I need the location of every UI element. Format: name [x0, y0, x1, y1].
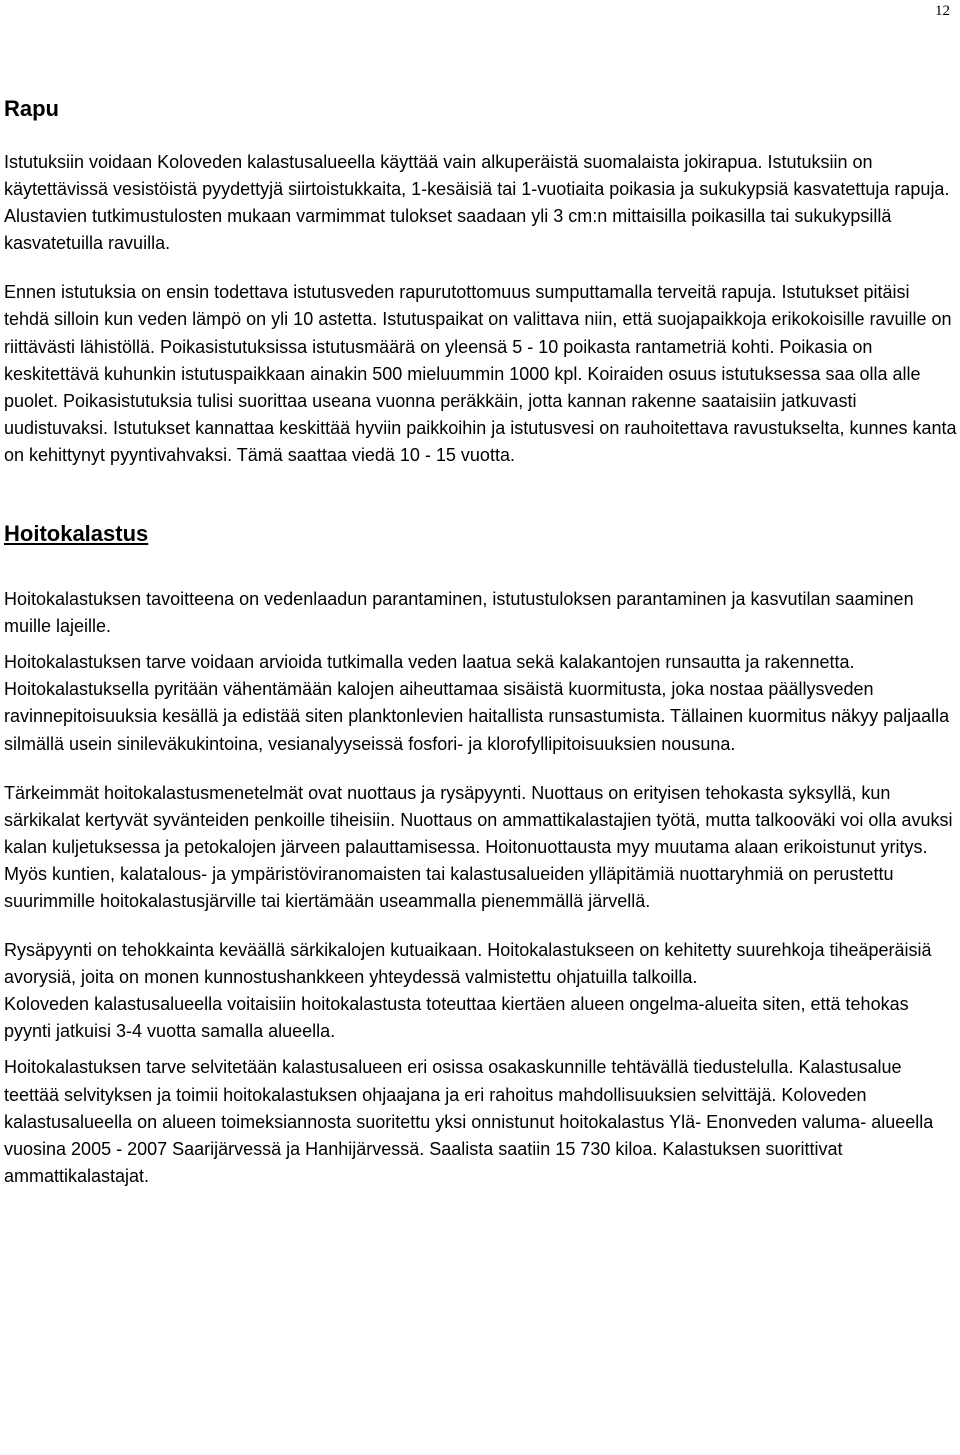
- hoitokalastus-paragraph-5: Koloveden kalastusalueella voitaisiin hoitokalastusta toteuttaa kiertäen alueen ongelma-alueita siten, että tehokas pyynti jatkuisi 3-4 vuotta samalla alueella.: [4, 994, 909, 1042]
- hoitokalastus-paragraph-1: Hoitokalastuksen tavoitteena on vedenlaadun parantaminen, istutustuloksen parantaminen ja kasvutilan saaminen muille lajeille.: [4, 589, 914, 637]
- section-title-hoitokalastus: Hoitokalastus: [4, 521, 149, 547]
- hoitokalastus-paragraph-4: Rysäpyynti on tehokkainta keväällä särkikalojen kutuaikaan. Hoitokalastukseen on kehitetty suurehkoja tiheäperäisiä avorysiä, joita on monen kunnostushankkeen yhteydessä valmistettu ohjatuilla talkoilla.: [4, 940, 932, 988]
- hoitokalastus-paragraph-3: Tärkeimmät hoitokalastusmenetelmät ovat nuottaus ja rysäpyynti. Nuottaus on erityisen tehokasta syksyllä, kun särkikalat kertyvät syvänteiden penkoille tiheisiin. Nuottaus on ammattikalastajien työtä, mutta talkooväki voi olla avuksi kalan kuljetuksessa ja petokalojen järveen palauttamisessa. Hoitonuottausta myy muutama alaan erikoistunut yritys. Myös kuntien, kalatalous- ja ympäristöviranomaisten tai kalastusalueiden ylläpitämiä nuottaryhmiä on perustettu suurimmille hoitokalastusjärville tai kiertämään useammalla pienemmällä järvellä.: [4, 782, 953, 911]
- hoitokalastus-paragraph-2: Hoitokalastuksen tarve voidaan arvioida tutkimalla veden laatua sekä kalakantojen runsautta ja rakennetta. Hoitokalastuksella pyritään vähentämään kalojen aiheuttamaa sisäistä kuormitusta, joka nostaa päällysveden ravinnepitoisuuksia kesällä ja edistää siten planktonlevien haitallista runsastumista. Tällainen kuormitus näkyy paljaalla silmällä usein sinileväkukintoina, vesianalyyseissä fosfori- ja klorofyllipitoisuuksien nousuna.: [4, 652, 950, 754]
- section-title-rapu: Rapu: [4, 96, 59, 121]
- hoitokalastus-paragraph-6: Hoitokalastuksen tarve selvitetään kalastusalueen eri osissa osakaskunnille tehtävällä tiedustelulla. Kalastusalue teettää selvityksen ja toimii hoitokalastuksen ohjaajana ja eri rahoitus mahdollisuuksien selvittäjä. Koloveden kalastusalueella on alueen toimeksiannosta suoritettu yksi onnistunut hoitokalastus Ylä- Enonveden valuma- alueella vuosina 2005 - 2007 Saarijärvessä ja Hanhijärvessä. Saalista saatiin 15 730 kiloa. Kalastuksen suorittivat ammattikalastajat.: [4, 1057, 934, 1186]
- rapu-paragraph-2: Ennen istutuksia on ensin todettava istutusveden rapurutottomuus sumputtamalla terveitä rapuja. Istutukset pitäisi tehdä silloin kun veden lämpö on yli 10 astetta. Istutuspaikat on valittava niin, että suojapaikkoja erikokoisille ravuille on riittävästi lähistöllä. Poikasistutuksissa istutusmäärä on yleensä 5 - 10 poikasta rantametriä kohti. Poikasia on keskitettävä kuhunkin istutuspaikkaan ainakin 500 mieluummin 1000 kpl. Koiraiden osuus istutuksessa saa olla alle puolet. Poikasistutuksia tulisi suorittaa useana vuonna peräkkäin, jotta kannan rakenne saataisiin jatkuvasti uudistuvaksi. Istutukset kannattaa keskittää hyviin paikkoihin ja istutusvesi on rauhoitettava ravustukselta, kunnes kanta on kehittynyt pyyntivahvaksi. Tämä saattaa viedä 10 - 15 vuotta.: [4, 282, 957, 465]
- section-hoitokalastus: [4, 519, 958, 1190]
- page-number: 12: [935, 3, 950, 19]
- document-body: [4, 94, 958, 1190]
- rapu-paragraph-1: Istutuksiin voidaan Koloveden kalastusalueella käyttää vain alkuperäistä suomalaista jokirapua. Istutuksiin on käytettävissä vesistöistä pyydettyjä siirtoistukkaita, 1-kesäisiä tai 1-vuotiaita poikasia ja sukukypsiä kasvatettuja rapuja. Alustavien tutkimustulosten mukaan varmimmat tulokset saadaan yli 3 cm:n mittaisilla poikasilla tai sukukypsillä kasvatetuilla ravuilla.: [4, 152, 950, 254]
- section-rapu: [4, 94, 958, 469]
